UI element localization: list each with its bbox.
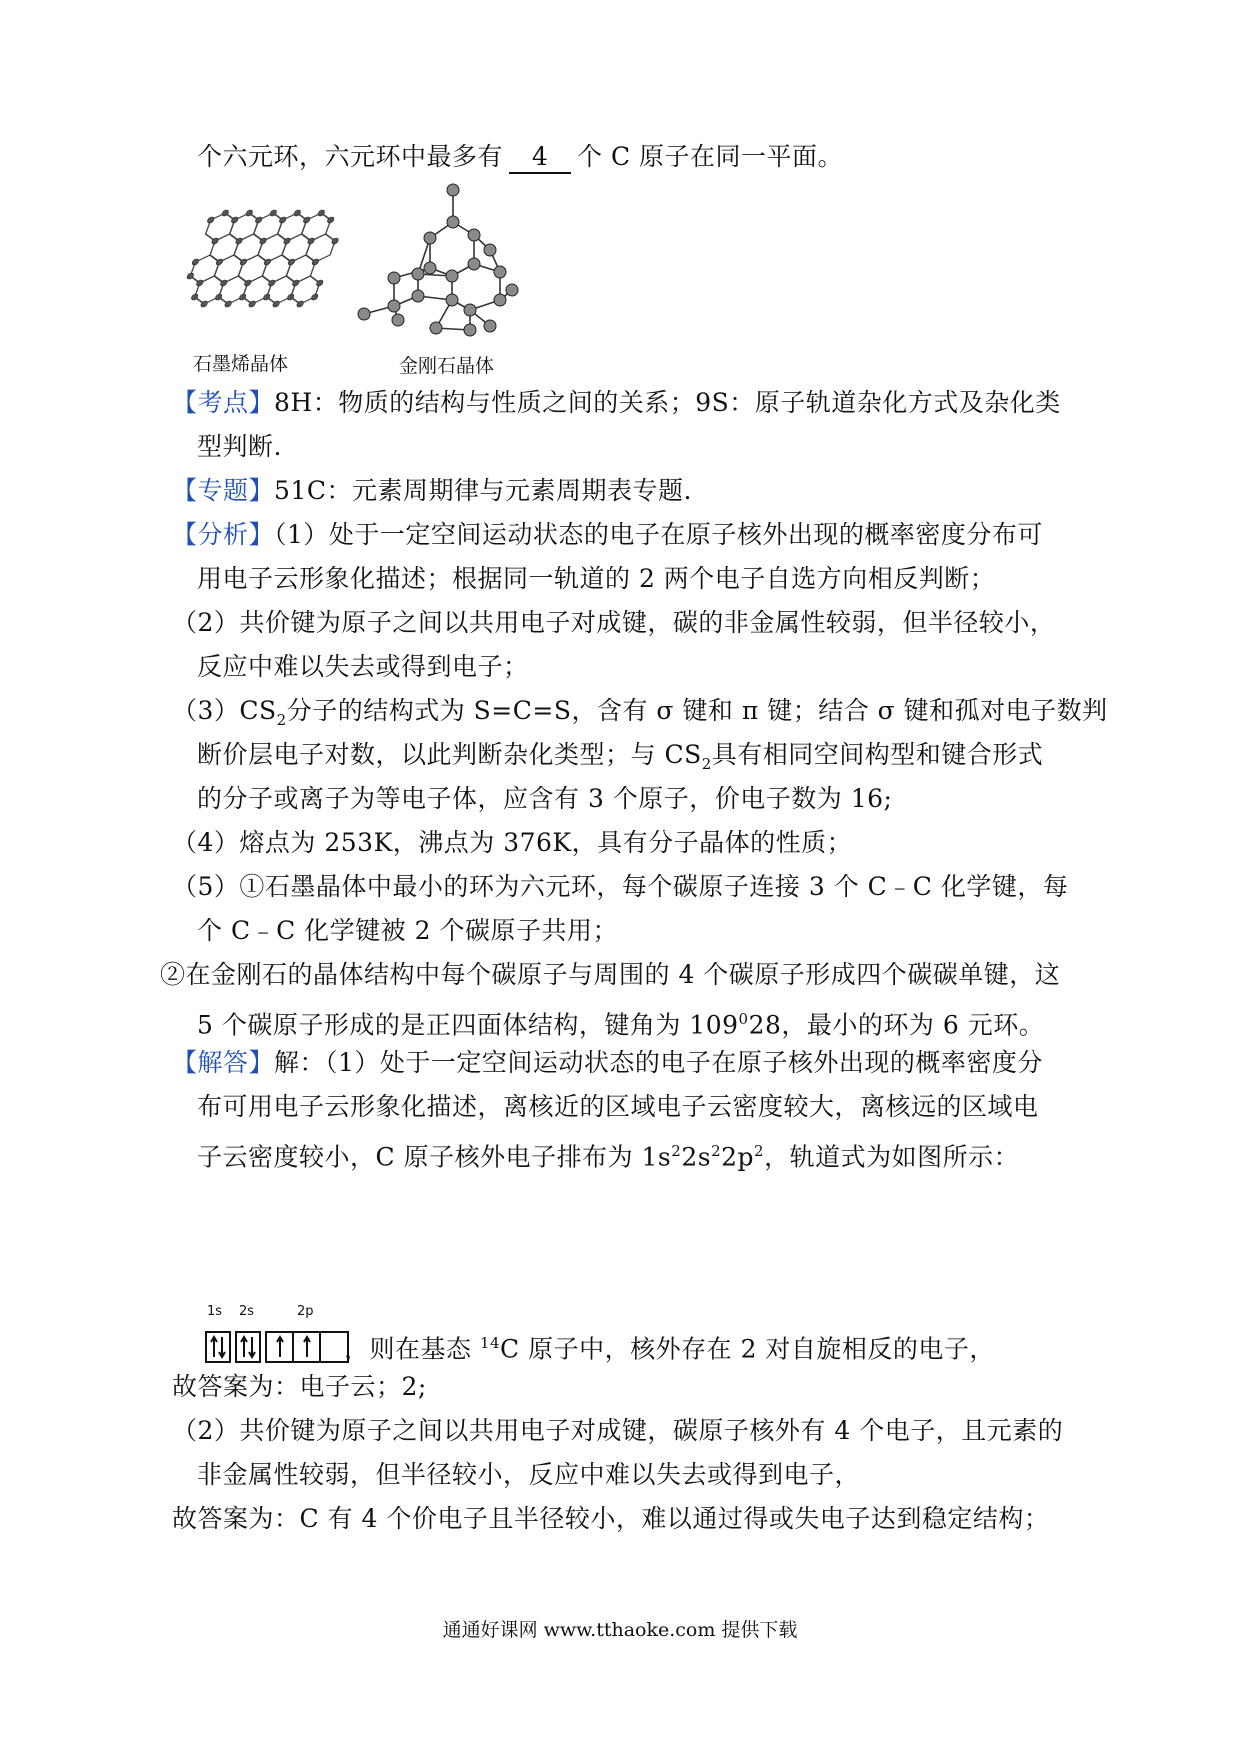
spin-pair-icon [237, 1333, 259, 1361]
superscript: 0 [738, 1010, 749, 1028]
orbital-box-2s [235, 1331, 261, 1363]
subscript: 2 [701, 755, 712, 773]
text-line: 故答案为：电子云；2; [172, 1372, 427, 1401]
diamond-crystal-figure [352, 180, 532, 340]
text-line: 型判断. [197, 432, 282, 461]
graphene-caption: 石墨烯晶体 [193, 353, 289, 375]
section-tag-fenxi: 【分析】 [172, 520, 275, 549]
orbital-box-1s [205, 1331, 231, 1363]
subscript: 2 [276, 711, 287, 729]
text-line [197, 738, 1043, 781]
spin-pair-icon [207, 1333, 229, 1361]
text-line: 用电子云形象化描述；根据同一轨道的 2 两个电子自选方向相反判断； [197, 564, 996, 593]
text-segment: 分子的结构式为 S=C=S，含有 σ 键和 π 键；结合 σ 键和孤对电子数判 [286, 696, 1108, 725]
section-tag-jieda: 【解答】 [172, 1048, 275, 1077]
text-line: （2）共价键为原子之间以共用电子对成键，碳原子核外有 4 个电子，且元素的 [172, 1416, 1064, 1445]
superscript: 2 [711, 1142, 722, 1160]
text-line [172, 694, 1108, 737]
answer-blank: 4 [509, 142, 571, 174]
text-segment: ，则在基态 [344, 1334, 480, 1364]
spin-up-arrows-icon [267, 1333, 347, 1361]
text-line [172, 1046, 1043, 1080]
text-line [172, 474, 692, 508]
section-tag-zhuanti: 【专题】 [172, 476, 275, 505]
text-segment: 5 个碳原子形成的是正四面体结构，键角为 109 [197, 1010, 739, 1040]
orbital-label-1s: 1s [207, 1304, 223, 1319]
text-line: （4）熔点为 253K，沸点为 376K，具有分子晶体的性质； [172, 828, 853, 857]
orbital-label-2s: 2s [239, 1304, 255, 1319]
superscript: 2 [671, 1142, 682, 1160]
text-line [172, 518, 1043, 552]
text-line: 故答案为：C 有 4 个价电子且半径较小，难以通过得或失电子达到稳定结构； [172, 1504, 1050, 1533]
text-segment: 个 C 原子在同一平面。 [577, 142, 844, 171]
text-segment: 51C：元素周期律与元素周期表专题. [274, 476, 692, 505]
text-line [344, 1326, 995, 1366]
graphene-crystal-figure [168, 200, 343, 335]
text-segment: 解：（1）处于一定空间运动状态的电子在原子核外出现的概率密度分 [274, 1048, 1043, 1077]
diamond-caption: 金刚石晶体 [399, 355, 495, 377]
text-segment: 2p [721, 1142, 755, 1172]
text-segment: 2s [681, 1142, 712, 1172]
text-line [197, 1002, 1044, 1042]
superscript: 14 [479, 1334, 501, 1352]
text-segment: 8H：物质的结构与性质之间的关系；9S：原子轨道杂化方式及杂化类 [274, 388, 1061, 417]
text-line [197, 1134, 1019, 1174]
text-line: 个 C﹣C 化学键被 2 个碳原子共用； [197, 916, 618, 945]
text-segment: 28，最小的环为 6 元环。 [748, 1010, 1045, 1040]
text-line: （5）①石墨晶体中最小的环为六元环，每个碳原子连接 3 个 C﹣C 化学键，每 [172, 872, 1069, 901]
text-segment: （1）处于一定空间运动状态的电子在原子核外出现的概率密度分布可 [274, 520, 1043, 549]
orbital-box-2p [265, 1331, 349, 1363]
orbital-label-2p: 2p [297, 1304, 314, 1319]
text-segment: 断价层电子对数，以此判断杂化类型；与 CS [197, 740, 702, 769]
text-line [197, 140, 843, 174]
text-segment: 具有相同空间构型和键合形式 [711, 740, 1044, 769]
text-line: （2）共价键为原子之间以共用电子对成键，碳的非金属性较弱，但半径较小， [172, 608, 1056, 637]
superscript: 2 [754, 1142, 765, 1160]
page-footer: 通通好课网 www.tthaoke.com 提供下载 [442, 1619, 798, 1641]
text-line: 非金属性较弱，但半径较小，反应中难以失去或得到电子， [197, 1460, 861, 1489]
text-segment: 子云密度较小，C 原子核外电子排布为 1s [197, 1142, 672, 1172]
text-segment: ，轨道式为如图所示： [764, 1142, 1020, 1172]
text-line: ②在金刚石的晶体结构中每个碳原子与周围的 4 个碳原子形成四个碳碳单键，这 [160, 960, 1061, 989]
text-segment: C 原子中，核外存在 2 对自旋相反的电子， [500, 1334, 995, 1364]
text-line: 布可用电子云形象化描述，离核近的区域电子云密度较大，离核远的区域电 [197, 1092, 1039, 1121]
text-line: 反应中难以失去或得到电子； [197, 652, 529, 681]
section-tag-kaodian: 【考点】 [172, 388, 275, 417]
text-line [172, 386, 1061, 420]
text-segment: （3）CS [172, 696, 277, 725]
text-segment: 个六元环，六元环中最多有 [197, 142, 504, 171]
text-line: 的分子或离子为等电子体，应含有 3 个原子，价电子数为 16; [197, 784, 893, 813]
